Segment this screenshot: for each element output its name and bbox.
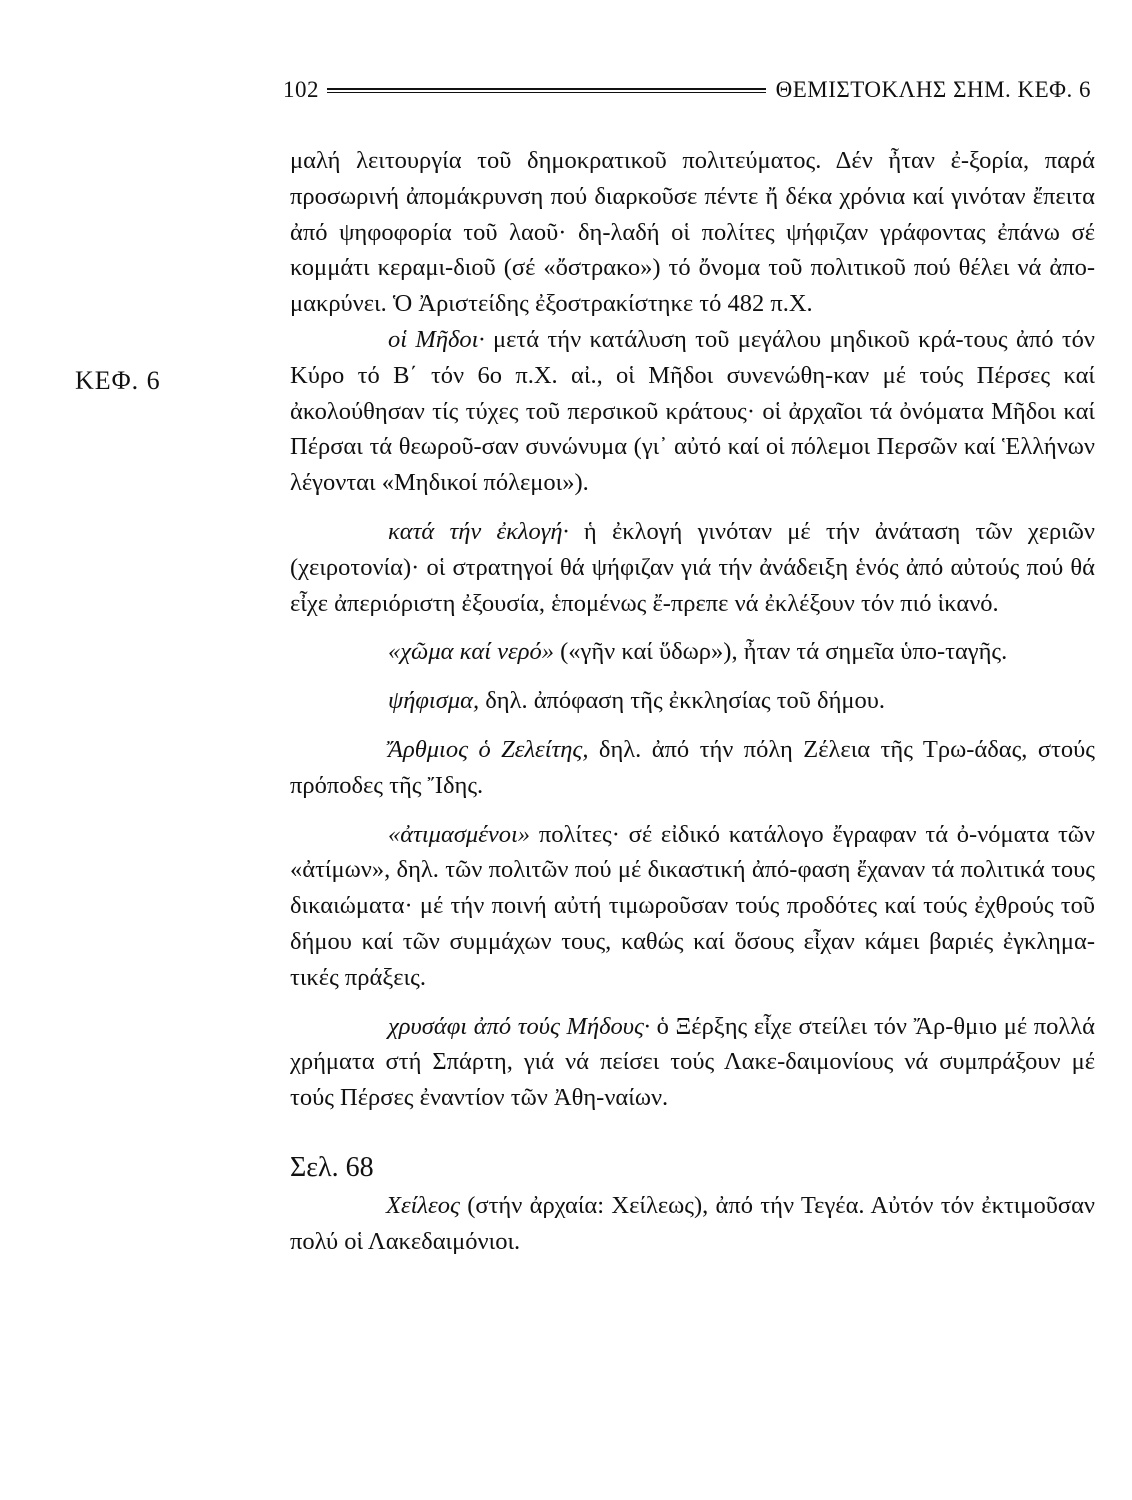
continuation-paragraph: μαλή λειτουργία τοῦ δημοκρατικοῦ πολιτεύματος. Δέν ἦταν ἐ-ξορία, παρά προσωρινή ἀπομάκρυνση πού διαρκοῦσε πέντε ἤ δέκα χρόνια καί γινόταν ἔπειτα ἀπό ψηφοφορία τοῦ λαοῦ· δη-λαδή οἱ πολίτες ψήφιζαν γράφοντας ἐπάνω σέ κομμάτι κεραμι-διοῦ (σέ «ὄστρακο») τό ὄνομα τοῦ πολιτικοῦ πού θέλει νά ἀπο-μακρύνει. Ὁ Ἀριστείδης ἐξοστρακίστηκε τό 482 π.Χ. (290, 147, 1095, 318)
entry-dishonoured (290, 817, 1095, 996)
entry-text: ἡ ἐκλογή γινόταν μέ τήν ἀνάταση τῶν χεριῶν (χειροτονία)· οἱ στρατηγοί θά ψήφιζαν γιά τήν ἀνάδειξη ἑνός ἀπό αὐτούς πού θά εἶχε ἀπεριόριστη ἐξουσία, ἑπομένως ἔ-πρεπε νά ἐκλέξουν τόν πιό ἱκανό. (290, 517, 1096, 617)
running-header (283, 74, 1091, 106)
entry-election (290, 514, 1095, 621)
entry-term: οἱ Μῆδοι· (388, 325, 485, 353)
entry-term: «χῶμα καί νερό» (388, 638, 554, 666)
header-rule (327, 88, 766, 93)
entry-cheileos (290, 1188, 1095, 1260)
entry-medes (290, 322, 1095, 501)
entry-term: χρυσάφι ἀπό τούς Μήδους· (388, 1012, 651, 1040)
page-number: 102 (283, 77, 319, 102)
commentary-body (290, 143, 1095, 1260)
entry-arthmius (290, 732, 1095, 804)
entry-gold-from-medes (290, 1009, 1095, 1116)
entry-decree (290, 683, 1095, 719)
entry-term: Χείλεος (386, 1191, 460, 1219)
entry-text: ὁ Ξέρξης εἶχε στείλει τόν Ἄρ-θμιο μέ πολλά χρήματα στή Σπάρτη, γιά νά πείσει τούς Λακε-δαιμονίους νά συμπράξουν μέ τούς Πέρσες ἐναντίον τῶν Ἀθη-ναίων. (290, 1012, 1095, 1112)
entry-term: Ἄρθμιος ὁ Ζελείτης, (388, 735, 589, 763)
entry-term: «ἀτιμασμένοι» (388, 820, 531, 848)
section-heading: Σελ. 68 (290, 1151, 374, 1183)
entry-term: ψήφισμα, (388, 687, 480, 715)
entry-text: δηλ. ἀπόφαση τῆς ἐκκλησίας τοῦ δήμου. (479, 687, 886, 715)
entry-text: («γῆν καί ὕδωρ»), ἦταν τά σημεῖα ὑπο-ταγῆς. (553, 638, 1008, 666)
entry-text: δηλ. ἀπό τήν πόλη Ζέλεια τῆς Τρω-άδας, στούς πρόποδες τῆς Ἴδης. (290, 735, 1095, 799)
entry-term: κατά τήν ἐκλογή· (388, 517, 569, 545)
entry-text: (στήν ἀρχαία: Χείλεως), ἀπό τήν Τεγέα. Αὐτόν τόν ἐκτιμοῦσαν πολύ οἱ Λακεδαιμόνιοι. (290, 1191, 1095, 1255)
entry-text: μετά τήν κατάλυση τοῦ μεγάλου μηδικοῦ κρά-τους ἀπό τόν Κύρο τό Β΄ τόν 6ο π.Χ. αἰ., οἱ Μῆδοι συνενώθη-καν μέ τούς Πέρσες καί ἀκολούθησαν τίς τύχες τοῦ περσικοῦ κράτους· οἱ ἀρχαῖοι τά ὀνόματα Μῆδοι καί Πέρσαι τά θεωροῦ-σαν συνώνυμα (γι᾽ αὐτό καί οἱ πόλεμοι Περσῶν καί Ἑλλήνων λέγονται «Μηδικοί πόλεμοι»). (290, 325, 1095, 497)
entry-earth-and-water (290, 634, 1095, 670)
chapter-margin-label: ΚΕΦ. 6 (75, 366, 161, 395)
entry-text: πολίτες· σέ εἰδικό κατάλογο ἔγραφαν τά ὀ-νόματα τῶν «ἀτίμων», δηλ. τῶν πολιτῶν πού μέ δικαστική ἀπό-φαση ἔχαναν τά πολιτικά τους δικαιώματα· μέ τήν ποινή αὐτή τιμωροῦσαν τούς προδότες καί τούς ἐχθρούς τοῦ δήμου καί τῶν συμμάχων τους, καθώς καί ὅσους εἶχαν κάμει βαριές ἐγκλημα-τικές πράξεις. (290, 820, 1095, 991)
running-title: ΘΕΜΙΣΤΟΚΛΗΣ ΣΗΜ. ΚΕΦ. 6 (775, 77, 1091, 102)
